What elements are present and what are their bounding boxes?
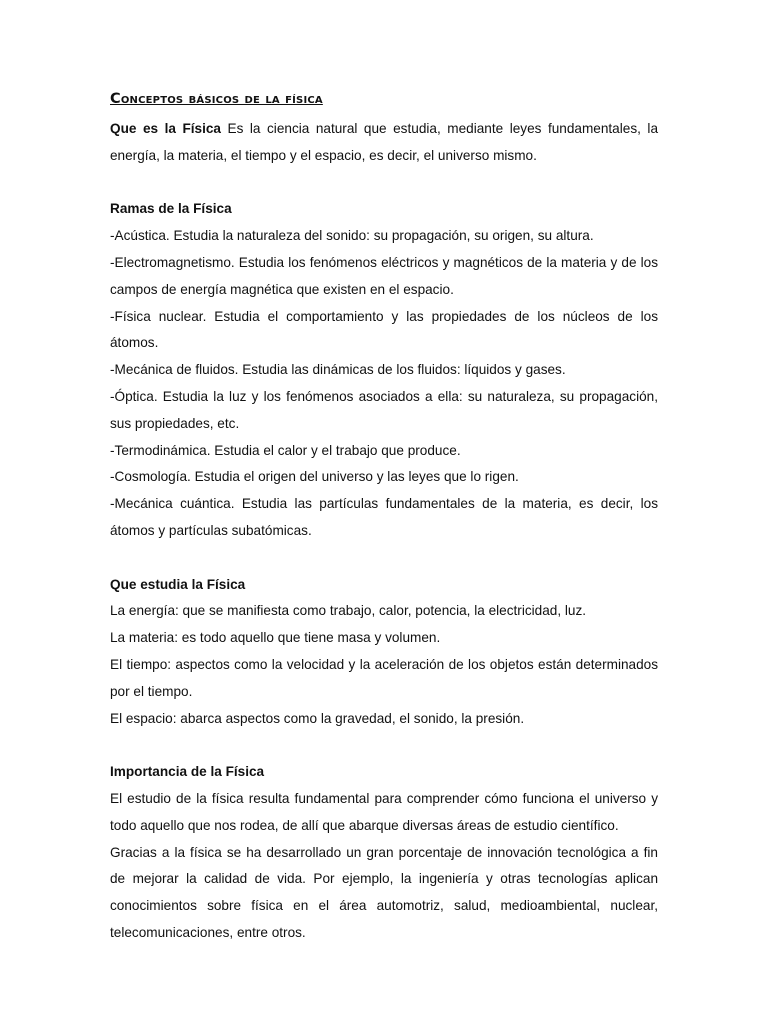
estudia-item: El espacio: abarca aspectos como la gravedad, el sonido, la presión.	[110, 710, 525, 726]
rama-item: -Termodinámica. Estudia el calor y el trabajo que produce.	[110, 442, 461, 458]
intro-text: Es la ciencia natural que estudia, mediante leyes fundamentales, la energía, la materia, el tiempo y el espacio, es decir, el universo mismo.	[110, 121, 658, 163]
intro-paragraph	[110, 116, 658, 170]
rama-item: -Física nuclear. Estudia el comportamiento y las propiedades de los núcleos de los átomos.	[110, 308, 658, 351]
importancia-paragraph: El estudio de la física resulta fundamental para comprender cómo funciona el universo y todo aquello que nos rodea, de allí que abarque diversas áreas de estudio científico.	[110, 790, 658, 833]
estudia-item: La energía: que se manifiesta como trabajo, calor, potencia, la electricidad, luz.	[110, 603, 587, 619]
estudia-item: El tiempo: aspectos como la velocidad y la aceleración de los objetos están determinados por el tiempo.	[110, 656, 658, 699]
section-heading-importancia: Importancia de la Física	[110, 764, 265, 780]
importancia-paragraph: Gracias a la física se ha desarrollado un gran porcentaje de innovación tecnológica a fin de mejorar la calidad de vida. Por ejemplo, la ingeniería y otras tecnologías aplican conocimientos sobre física en el área automotriz, salud, medioambiental, nuclear, telecomunicaciones, entre otros.	[110, 844, 658, 940]
rama-item: -Electromagnetismo. Estudia los fenómenos eléctricos y magnéticos de la materia y de los campos de energía magnética que existen en el espacio.	[110, 254, 658, 297]
rama-item: -Mecánica cuántica. Estudia las partículas fundamentales de la materia, es decir, los átomos y partículas subatómicas.	[110, 496, 658, 538]
rama-item: -Óptica. Estudia la luz y los fenómenos asociados a ella: su naturaleza, su propagación, sus propiedades, etc.	[110, 388, 658, 431]
section-heading-estudia: Que estudia la Física	[110, 576, 246, 592]
document-title: Conceptos básicos de la física	[110, 91, 323, 107]
section-heading-ramas: Ramas de la Física	[110, 201, 232, 217]
spacer	[110, 170, 658, 197]
spacer	[110, 732, 658, 759]
rama-item: -Acústica. Estudia la naturaleza del sonido: su propagación, su origen, su altura.	[110, 228, 594, 244]
intro-term: Que es la Física	[110, 121, 221, 136]
rama-item: -Mecánica de fluidos. Estudia las dinámicas de los fluidos: líquidos y gases.	[110, 362, 566, 378]
estudia-item: La materia: es todo aquello que tiene masa y volumen.	[110, 630, 441, 646]
rama-item: -Cosmología. Estudia el origen del universo y las leyes que lo rigen.	[110, 469, 519, 485]
spacer	[110, 545, 658, 572]
